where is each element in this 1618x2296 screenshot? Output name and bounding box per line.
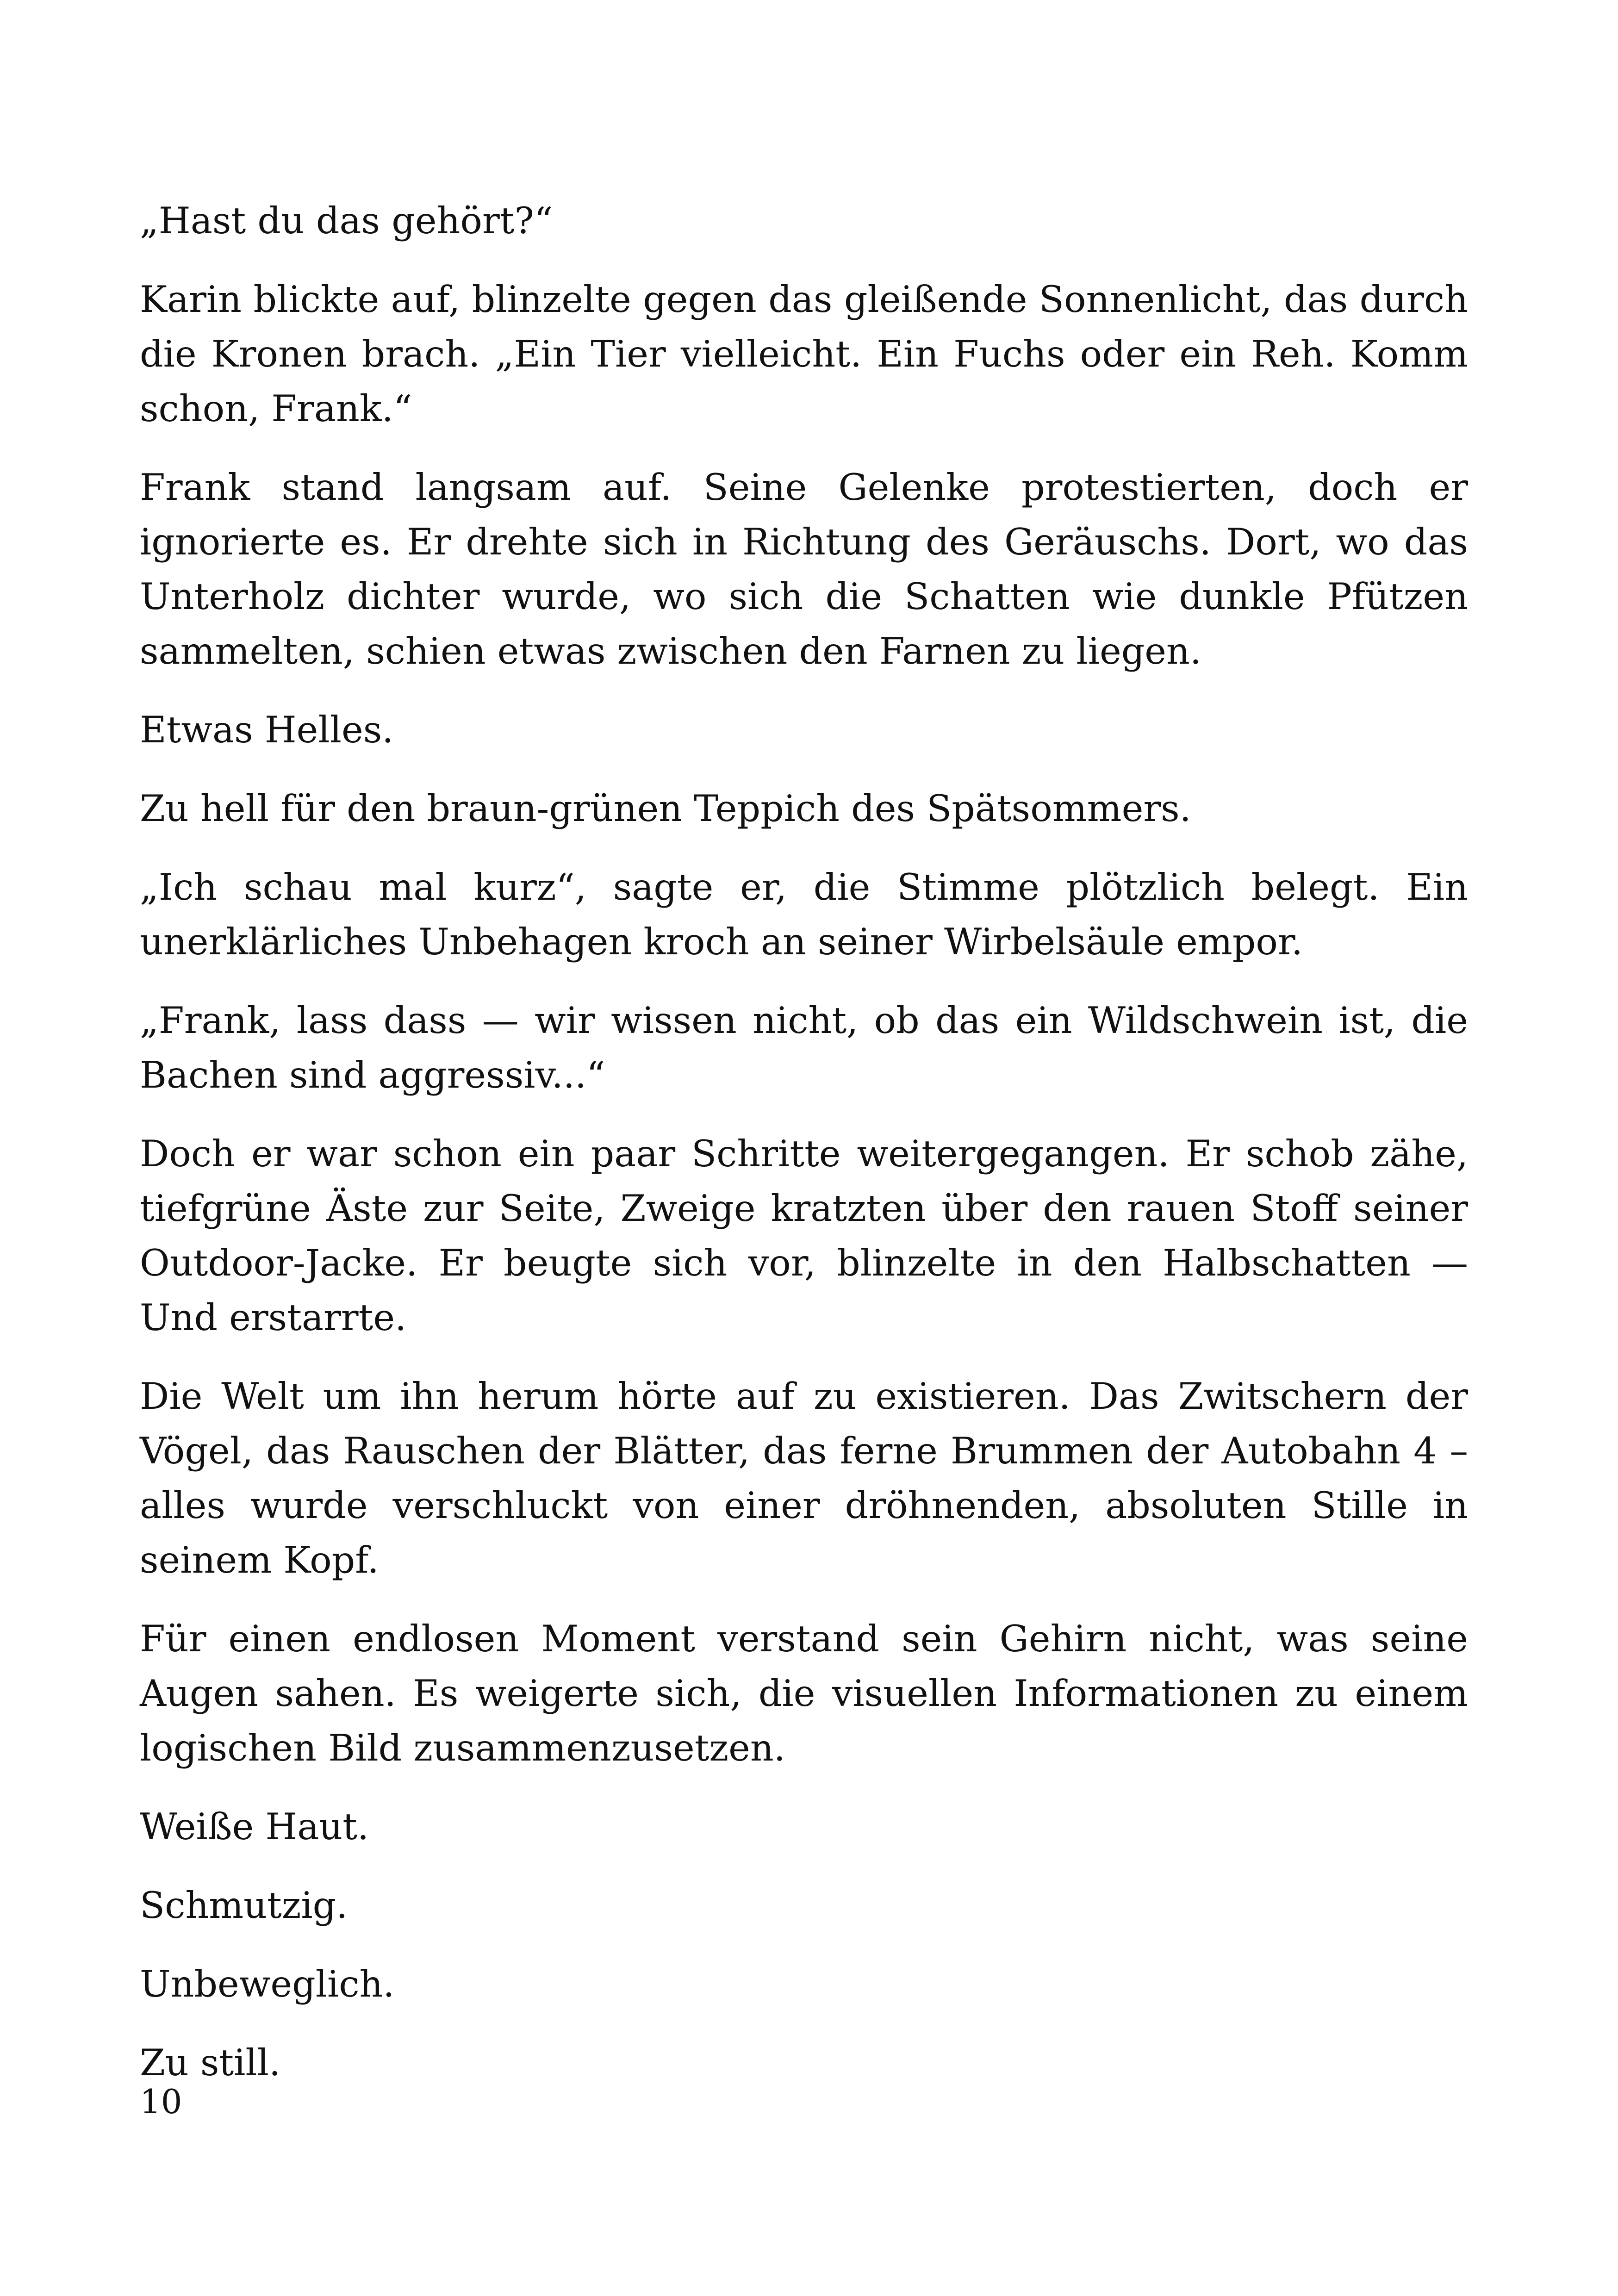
paragraph: Zu still. [140, 2041, 281, 2084]
paragraph: Karin blickte auf, blinzelte gegen das gleißende Sonnenlicht, das durch die Kronen brach. „Ein Tier vielleicht. Ein Fuchs oder ein Reh. Komm schon, Frank.“ [140, 278, 1468, 430]
paragraph: Die Welt um ihn herum hörte auf zu existieren. Das Zwitschern der Vögel, das Rauschen der Blätter, das ferne Brummen der Autobahn 4 – alles wurde verschluckt von einer dröhnenden, absoluten Stille in seinem Kopf. [140, 1375, 1468, 1581]
paragraph: Doch er war schon ein paar Schritte weitergegangen. Er schob zähe, tiefgrüne Äste zur Seite, Zweige kratzten über den rauen Stoff seiner Outdoor-Jacke. Er beugte sich vor, blinzelte in den Halbschatten — Und erstarrte. [140, 1132, 1468, 1339]
paragraph: Frank stand langsam auf. Seine Gelenke protestierten, doch er ignorierte es. Er drehte sich in Richtung des Geräuschs. Dort, wo das Unterholz dichter wurde, wo sich die Schatten wie dunkle Pfützen sammelten, schien etwas zwischen den Farnen zu liegen. [140, 466, 1468, 672]
paragraph: „Frank, lass dass — wir wissen nicht, ob das ein Wildschwein ist, die Bachen sind aggressiv...“ [140, 999, 1468, 1096]
paragraph: „Ich schau mal kurz“, sagte er, die Stimme plötzlich belegt. Ein unerklärliches Unbehagen kroch an seiner Wirbelsäule empor. [140, 866, 1468, 963]
paragraph: Weiße Haut. [140, 1805, 369, 1848]
page-number: 10 [140, 2082, 182, 2121]
paragraph: Schmutzig. [140, 1884, 348, 1927]
paragraph: Etwas Helles. [140, 709, 394, 751]
paragraph: Für einen endlosen Moment verstand sein Gehirn nicht, was seine Augen sahen. Es weigerte sich, die visuellen Informationen zu einem logischen Bild zusammenzusetzen. [140, 1618, 1468, 1769]
paragraph: „Hast du das gehört?“ [140, 199, 553, 242]
paragraph: Zu hell für den braun-grünen Teppich des Spätsommers. [140, 787, 1191, 830]
body-text [140, 193, 1468, 2114]
paragraph: Unbeweglich. [140, 1963, 395, 2005]
